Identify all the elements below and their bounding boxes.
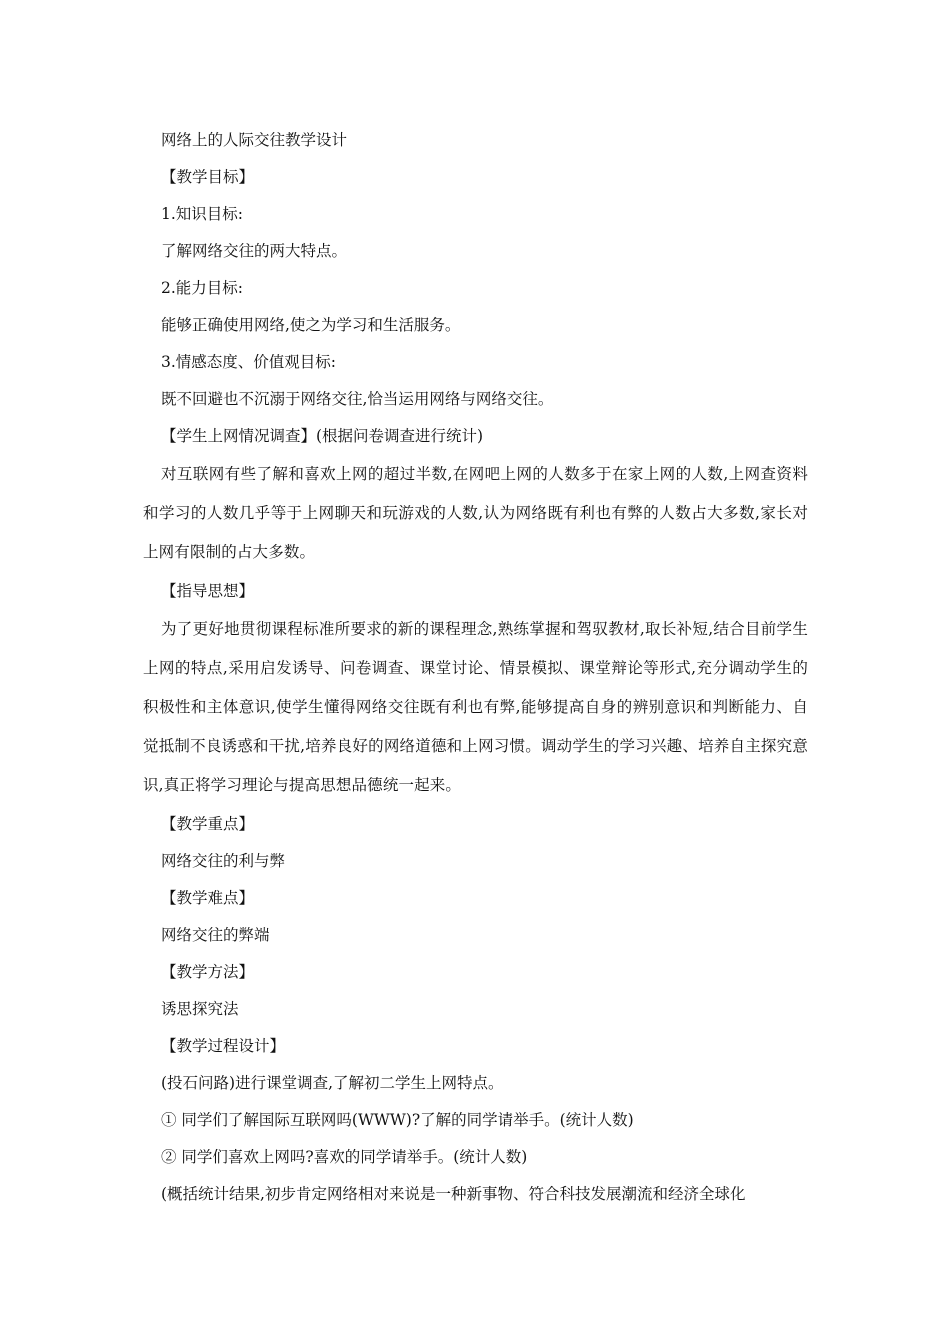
goal1-label: 1.知识目标: (161, 205, 244, 223)
document-body (143, 122, 808, 1213)
key-text: 网络交往的利与弊 (161, 851, 286, 870)
key-heading: 【教学重点】 (161, 814, 255, 833)
document-title: 网络上的人际交往教学设计 (161, 131, 348, 149)
goals-heading: 【教学目标】 (161, 168, 255, 186)
goal2-text: 能够正确使用网络,使之为学习和生活服务。 (161, 316, 461, 334)
process-heading: 【教学过程设计】 (161, 1036, 286, 1055)
method-text: 诱思探究法 (161, 999, 239, 1018)
goal3-text: 既不回避也不沉溺于网络交往,恰当运用网络与网络交往。 (161, 390, 554, 408)
goal3-label: 3.情感态度、价值观目标: (161, 353, 337, 371)
process-question-2: ② 同学们喜欢上网吗?喜欢的同学请举手。(统计人数) (161, 1147, 528, 1166)
process-question-1: ① 同学们了解国际互联网吗(WWW)?了解的同学请举手。(统计人数) (161, 1110, 634, 1129)
process-summary: (概括统计结果,初步肯定网络相对来说是一种新事物、符合科技发展潮流和经济全球化 (161, 1184, 746, 1203)
guide-heading: 【指导思想】 (161, 581, 255, 600)
survey-paragraph: 对互联网有些了解和喜欢上网的超过半数,在网吧上网的人数多于在家上网的人数,上网查资料和学习的人数几乎等于上网聊天和玩游戏的人数,认为网络既有利也有弊的人数占大多数,家长对上网有限制的占大多数。 (143, 465, 808, 562)
difficulty-heading: 【教学难点】 (161, 888, 255, 907)
goal2-label: 2.能力目标: (161, 279, 244, 297)
process-intro: (投石问路)进行课堂调查,了解初二学生上网特点。 (161, 1073, 504, 1092)
difficulty-text: 网络交往的弊端 (161, 925, 270, 944)
guide-paragraph: 为了更好地贯彻课程标准所要求的新的课程理念,熟练掌握和驾驭教材,取长补短,结合目前学生上网的特点,采用启发诱导、问卷调查、课堂讨论、情景模拟、课堂辩论等形式,充分调动学生的积极性和主体意识,使学生懂得网络交往既有利也有弊,能够提高自身的辨别意识和判断能力、自觉抵制不良诱惑和干扰,培养良好的网络道德和上网习惯。调动学生的学习兴趣、培养自主探究意识,真正将学习理论与提高思想品德统一起来。 (143, 619, 808, 795)
survey-heading: 【学生上网情况调查】(根据问卷调查进行统计) (161, 427, 484, 445)
method-heading: 【教学方法】 (161, 962, 255, 981)
goal1-text: 了解网络交往的两大特点。 (161, 242, 348, 260)
